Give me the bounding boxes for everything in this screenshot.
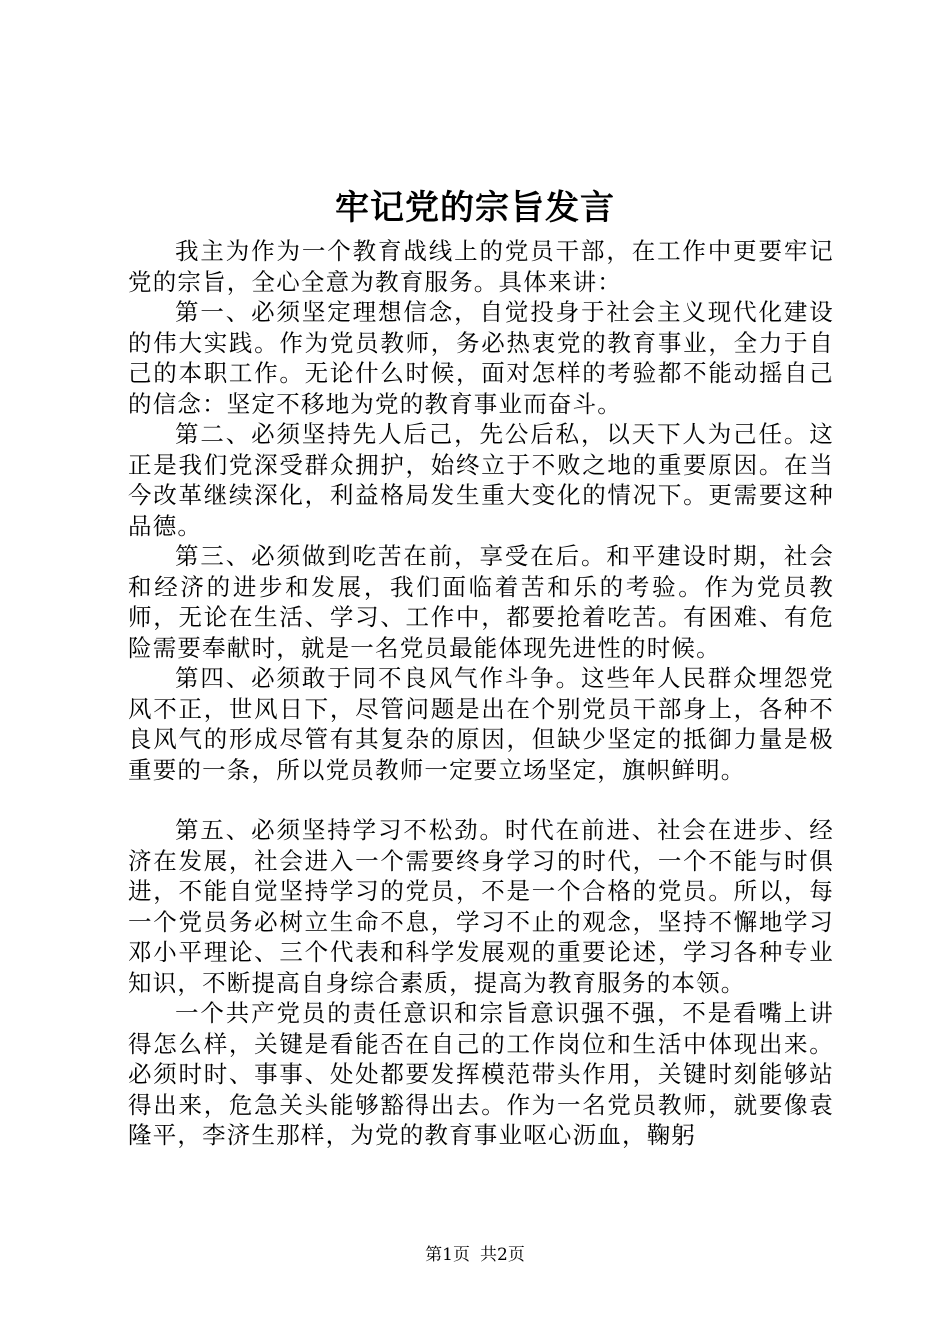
page-number: 第1页 (425, 1245, 470, 1265)
document-body (128, 236, 834, 1151)
paragraph-point-3: 第三、必须做到吃苦在前，享受在后。和平建设时期，社会和经济的进步和发展，我们面临着苦和乐的考验。作为党员教师，无论在生活、学习、工作中，都要抢着吃苦。有困难、有危险需要奉献时，就是一名党员最能体现先进性的时候。 (128, 542, 834, 662)
page-total: 共2页 (480, 1245, 525, 1265)
paragraph-point-4: 第四、必须敢于同不良风气作斗争。这些年人民群众埋怨党风不正，世风日下，尽管问题是出在个别党员干部身上，各种不良风气的形成尽管有其复杂的原因，但缺少坚定的抵御力量是极重要的一条，所以党员教师一定要立场坚定，旗帜鲜明。 (128, 664, 834, 784)
paragraph-conclusion: 一个共产党员的责任意识和宗旨意识强不强，不是看嘴上讲得怎么样，关键是看能否在自己的工作岗位和生活中体现出来。必须时时、事事、处处都要发挥模范带头作用，关键时刻能够站得出来，危急关头能够豁得出去。作为一名党员教师，就要像袁隆平，李济生那样，为党的教育事业呕心沥血，鞠躬 (128, 999, 834, 1149)
document-title: 牢记党的宗旨发言 (335, 188, 615, 228)
paragraph-point-1: 第一、必须坚定理想信念，自觉投身于社会主义现代化建设的伟大实践。作为党员教师，务必热衷党的教育事业，全力于自己的本职工作。无论什么时候，面对怎样的考验都不能动摇自己的信念：坚定不移地为党的教育事业而奋斗。 (128, 298, 834, 418)
page-footer (0, 1244, 950, 1266)
paragraph-point-2: 第二、必须坚持先人后己，先公后私，以天下人为己任。这正是我们党深受群众拥护，始终立于不败之地的重要原因。在当今改革继续深化，利益格局发生重大变化的情况下。更需要这种品德。 (128, 420, 834, 540)
paragraph-point-5: 第五、必须坚持学习不松劲。时代在前进、社会在进步、经济在发展，社会进入一个需要终身学习的时代，一个不能与时俱进，不能自觉坚持学习的党员，不是一个合格的党员。所以，每一个党员务必树立生命不息，学习不止的观念，坚持不懈地学习邓小平理论、三个代表和科学发展观的重要论述，学习各种专业知识，不断提高自身综合素质，提高为教育服务的本领。 (128, 816, 834, 997)
paragraph-intro: 我主为作为一个教育战线上的党员干部，在工作中更要牢记党的宗旨，全心全意为教育服务。具体来讲： (128, 237, 834, 296)
